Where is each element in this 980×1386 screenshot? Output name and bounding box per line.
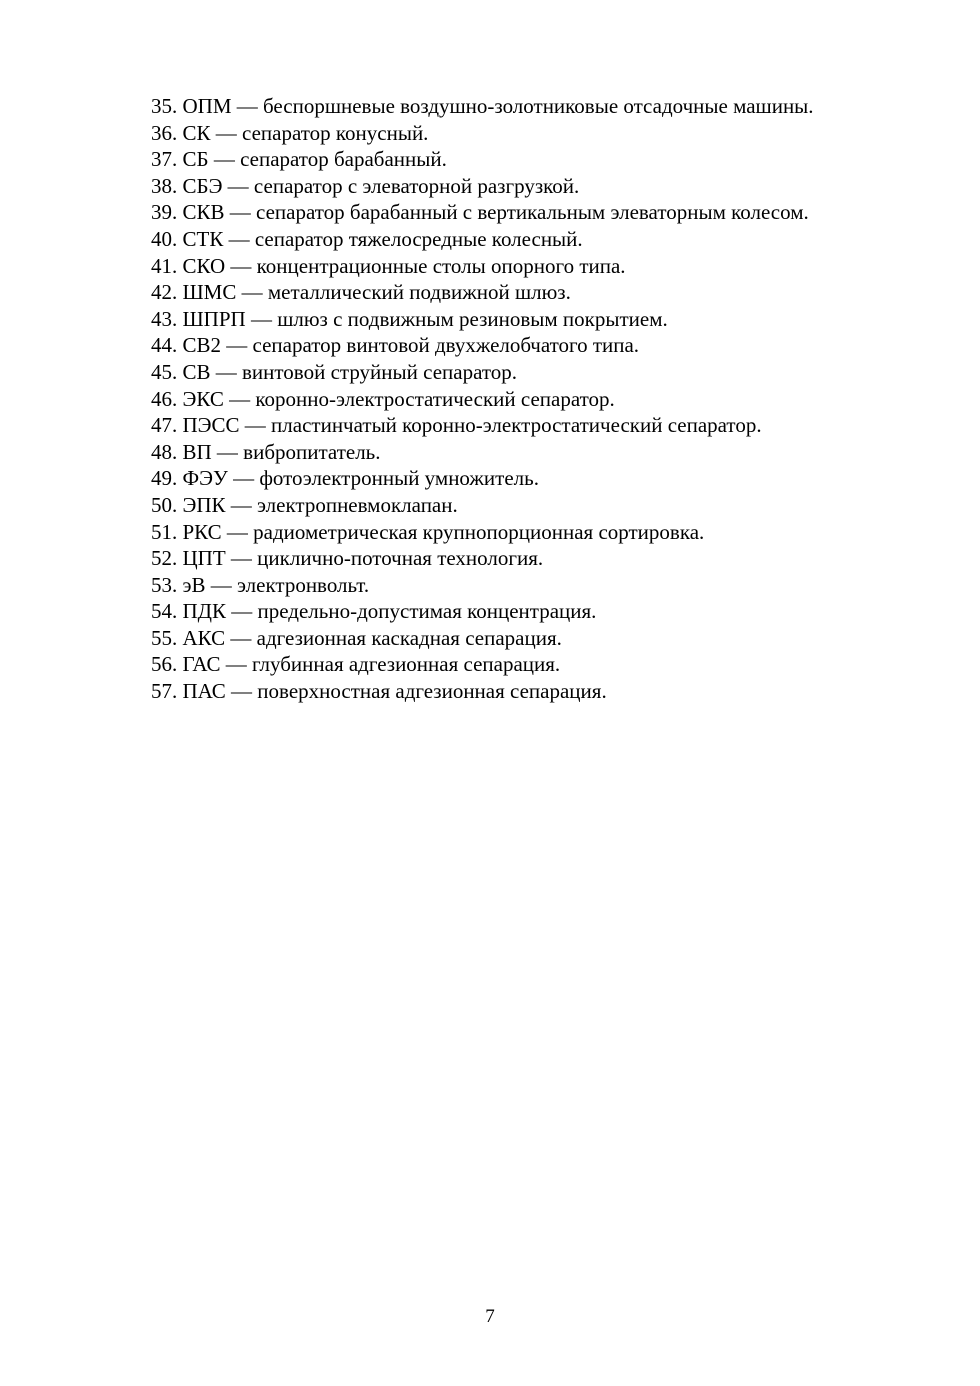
list-item: 42. ШМС — металлический подвижной шлюз. — [151, 280, 571, 305]
list-item: 37. СБ — сепаратор барабанный. — [151, 147, 447, 172]
list-item: 50. ЭПК — электропневмоклапан. — [151, 492, 458, 517]
list-item: 47. ПЭСС — пластинчатый коронно-электростатический сепаратор. — [151, 413, 762, 438]
list-item: 51. РКС — радиометрическая крупнопорционная сортировка. — [151, 519, 705, 544]
list-item: 57. ПАС — поверхностная адгезионная сепарация. — [151, 679, 607, 704]
list-item: 35. ОПМ — беспоршневые воздушно-золотниковые отсадочные машины. — [151, 94, 814, 118]
list-item: 54. ПДК — предельно-допустимая концентрация. — [151, 599, 597, 624]
list-item: 44. СВ2 — сепаратор винтовой двухжелобчатого типа. — [151, 333, 640, 358]
list-item: 45. СВ — винтовой струйный сепаратор. — [151, 359, 518, 384]
list-item: 46. ЭКС — коронно-электростатический сепаратор. — [151, 386, 615, 411]
abbreviation-list — [151, 93, 931, 705]
list-item: 39. СКВ — сепаратор барабанный с вертикальным элеваторным колесом. — [151, 200, 809, 225]
list-item: 38. СБЭ — сепаратор с элеваторной разгрузкой. — [151, 173, 580, 198]
list-item: 49. ФЭУ — фотоэлектронный умножитель. — [151, 466, 539, 491]
list-item: 36. СК — сепаратор конусный. — [151, 120, 429, 145]
list-item: 40. СТК — сепаратор тяжелосредные колесный. — [151, 226, 583, 251]
page-number: 7 — [485, 1306, 495, 1327]
list-item: 56. ГАС — глубинная адгезионная сепарация. — [151, 652, 561, 677]
list-item: 48. ВП — вибропитатель. — [151, 439, 381, 464]
list-item: 53. эВ — электронвольт. — [151, 572, 370, 597]
list-item: 55. АКС — адгезионная каскадная сепарация. — [151, 625, 562, 650]
list-item: 52. ЦПТ — циклично-поточная технология. — [151, 546, 544, 571]
list-item: 43. ШПРП — шлюз с подвижным резиновым покрытием. — [151, 306, 668, 331]
list-item: 41. СКО — концентрационные столы опорного типа. — [151, 253, 626, 278]
